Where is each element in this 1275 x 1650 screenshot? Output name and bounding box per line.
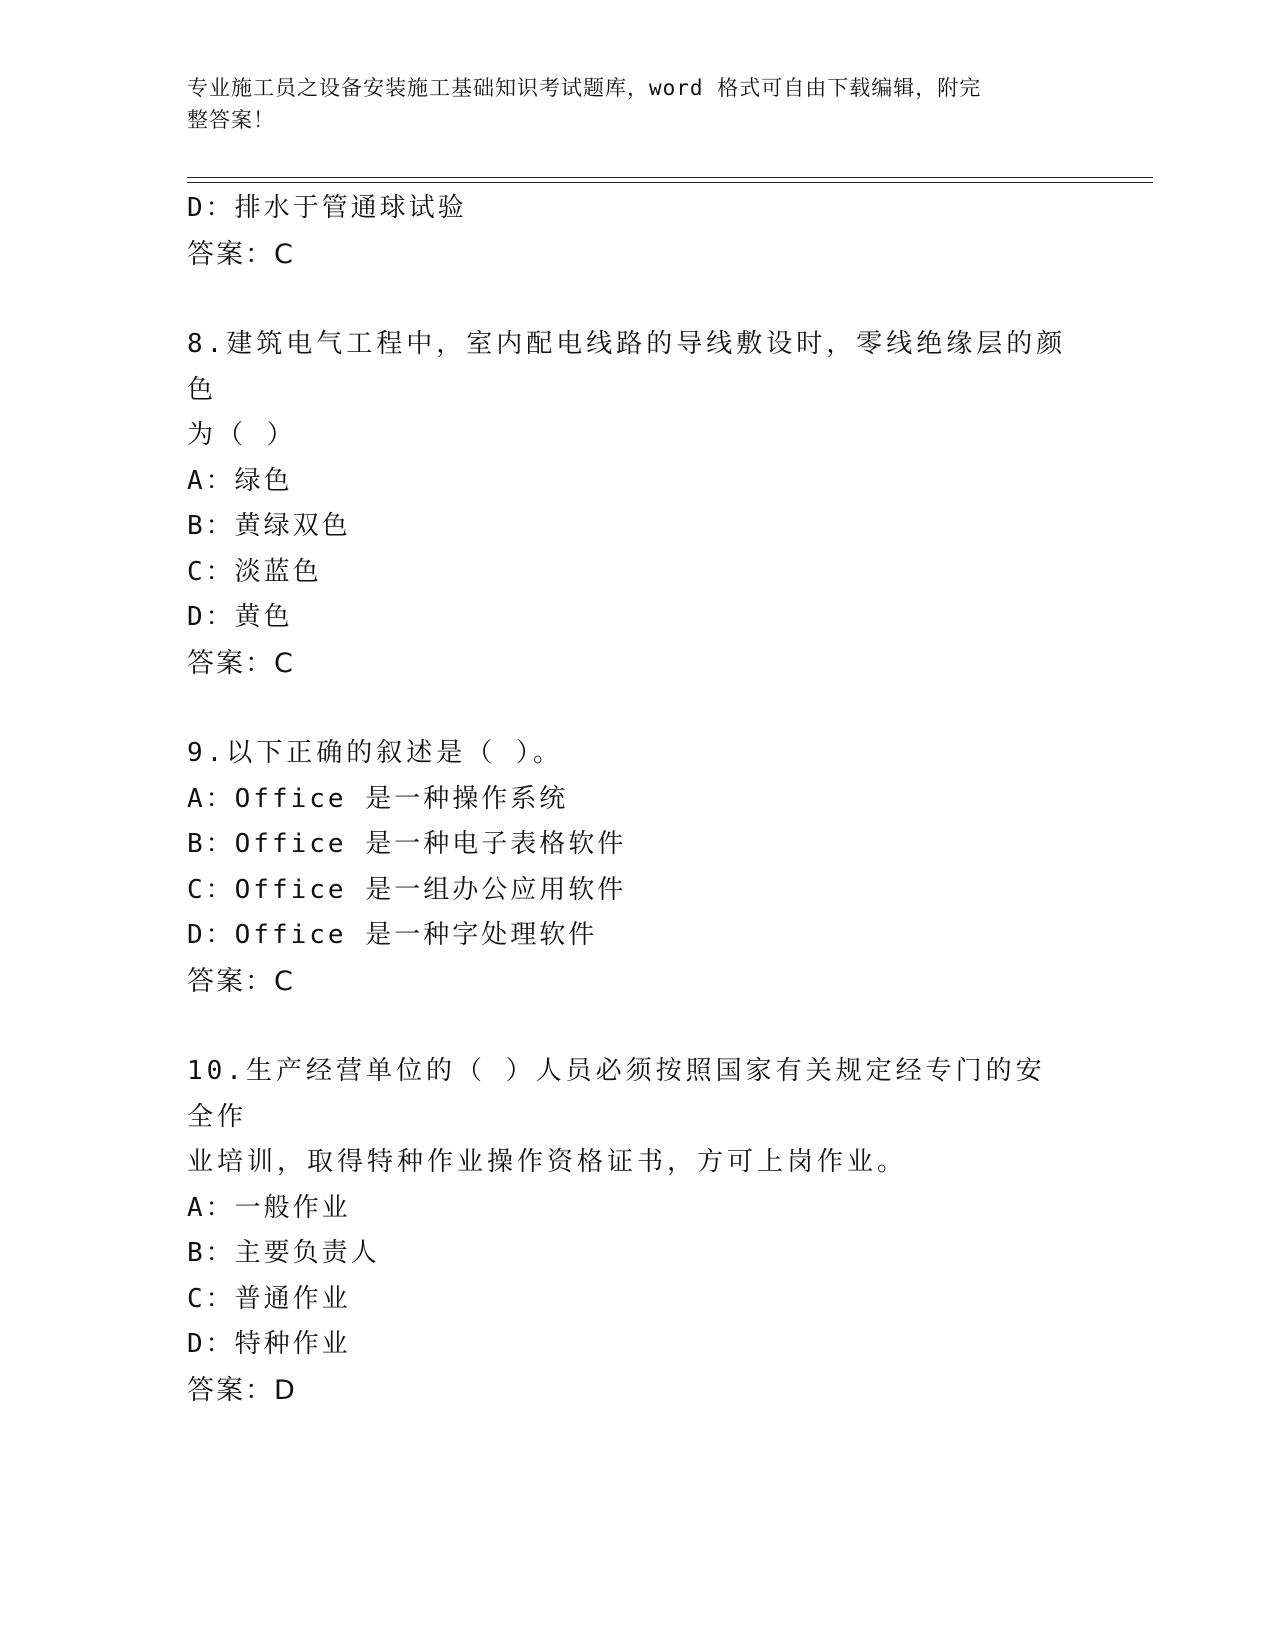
document-header [187,72,1067,136]
answer-line: 答案：C [187,238,295,270]
answer-line: 答案：C [187,647,295,679]
header-divider-top [187,177,1153,178]
question-content [187,186,1067,1413]
header-line-1: 专业施工员之设备安装施工基础知识考试题库，word 格式可自由下载编辑，附完 [187,76,982,100]
option-c: C：淡蓝色 [187,556,322,587]
option-d: D：特种作业 [187,1329,351,1359]
option-c: C：普通作业 [187,1283,351,1314]
question-10 [187,1049,1067,1413]
answer-line: 答案：D [187,1374,297,1406]
option-a: A：一般作业 [187,1192,351,1223]
question-spacer [187,686,1067,731]
option-d: D：排水于管通球试验 [187,193,467,223]
question-text-line: 为（ ） [187,420,297,450]
question-text-line: 8.建筑电气工程中，室内配电线路的导线敷设时，零线绝缘层的颜色 [187,329,1067,405]
question-spacer [187,277,1067,322]
option-d: D：Office 是一种字处理软件 [187,920,598,950]
question-8 [187,322,1067,686]
option-c: C：Office 是一组办公应用软件 [187,874,627,905]
option-b: B：Office 是一种电子表格软件 [187,829,627,859]
question-spacer [187,1004,1067,1049]
option-d: D：黄色 [187,602,293,632]
question-9 [187,731,1067,1004]
option-b: B：主要负责人 [187,1238,380,1268]
option-a: A：Office 是一种操作系统 [187,783,569,814]
header-line-2: 整答案！ [187,108,275,132]
header-divider-bottom [187,182,1153,183]
option-a: A：绿色 [187,465,293,496]
option-b: B：黄绿双色 [187,511,351,541]
answer-line: 答案：C [187,965,295,997]
question-text-line: 业培训，取得特种作业操作资格证书，方可上岗作业。 [187,1147,908,1177]
question-text-line: 10.生产经营单位的（ ）人员必须按照国家有关规定经专门的安全作 [187,1056,1046,1132]
question-text-line: 9.以下正确的叙述是（ ）。 [187,738,563,768]
